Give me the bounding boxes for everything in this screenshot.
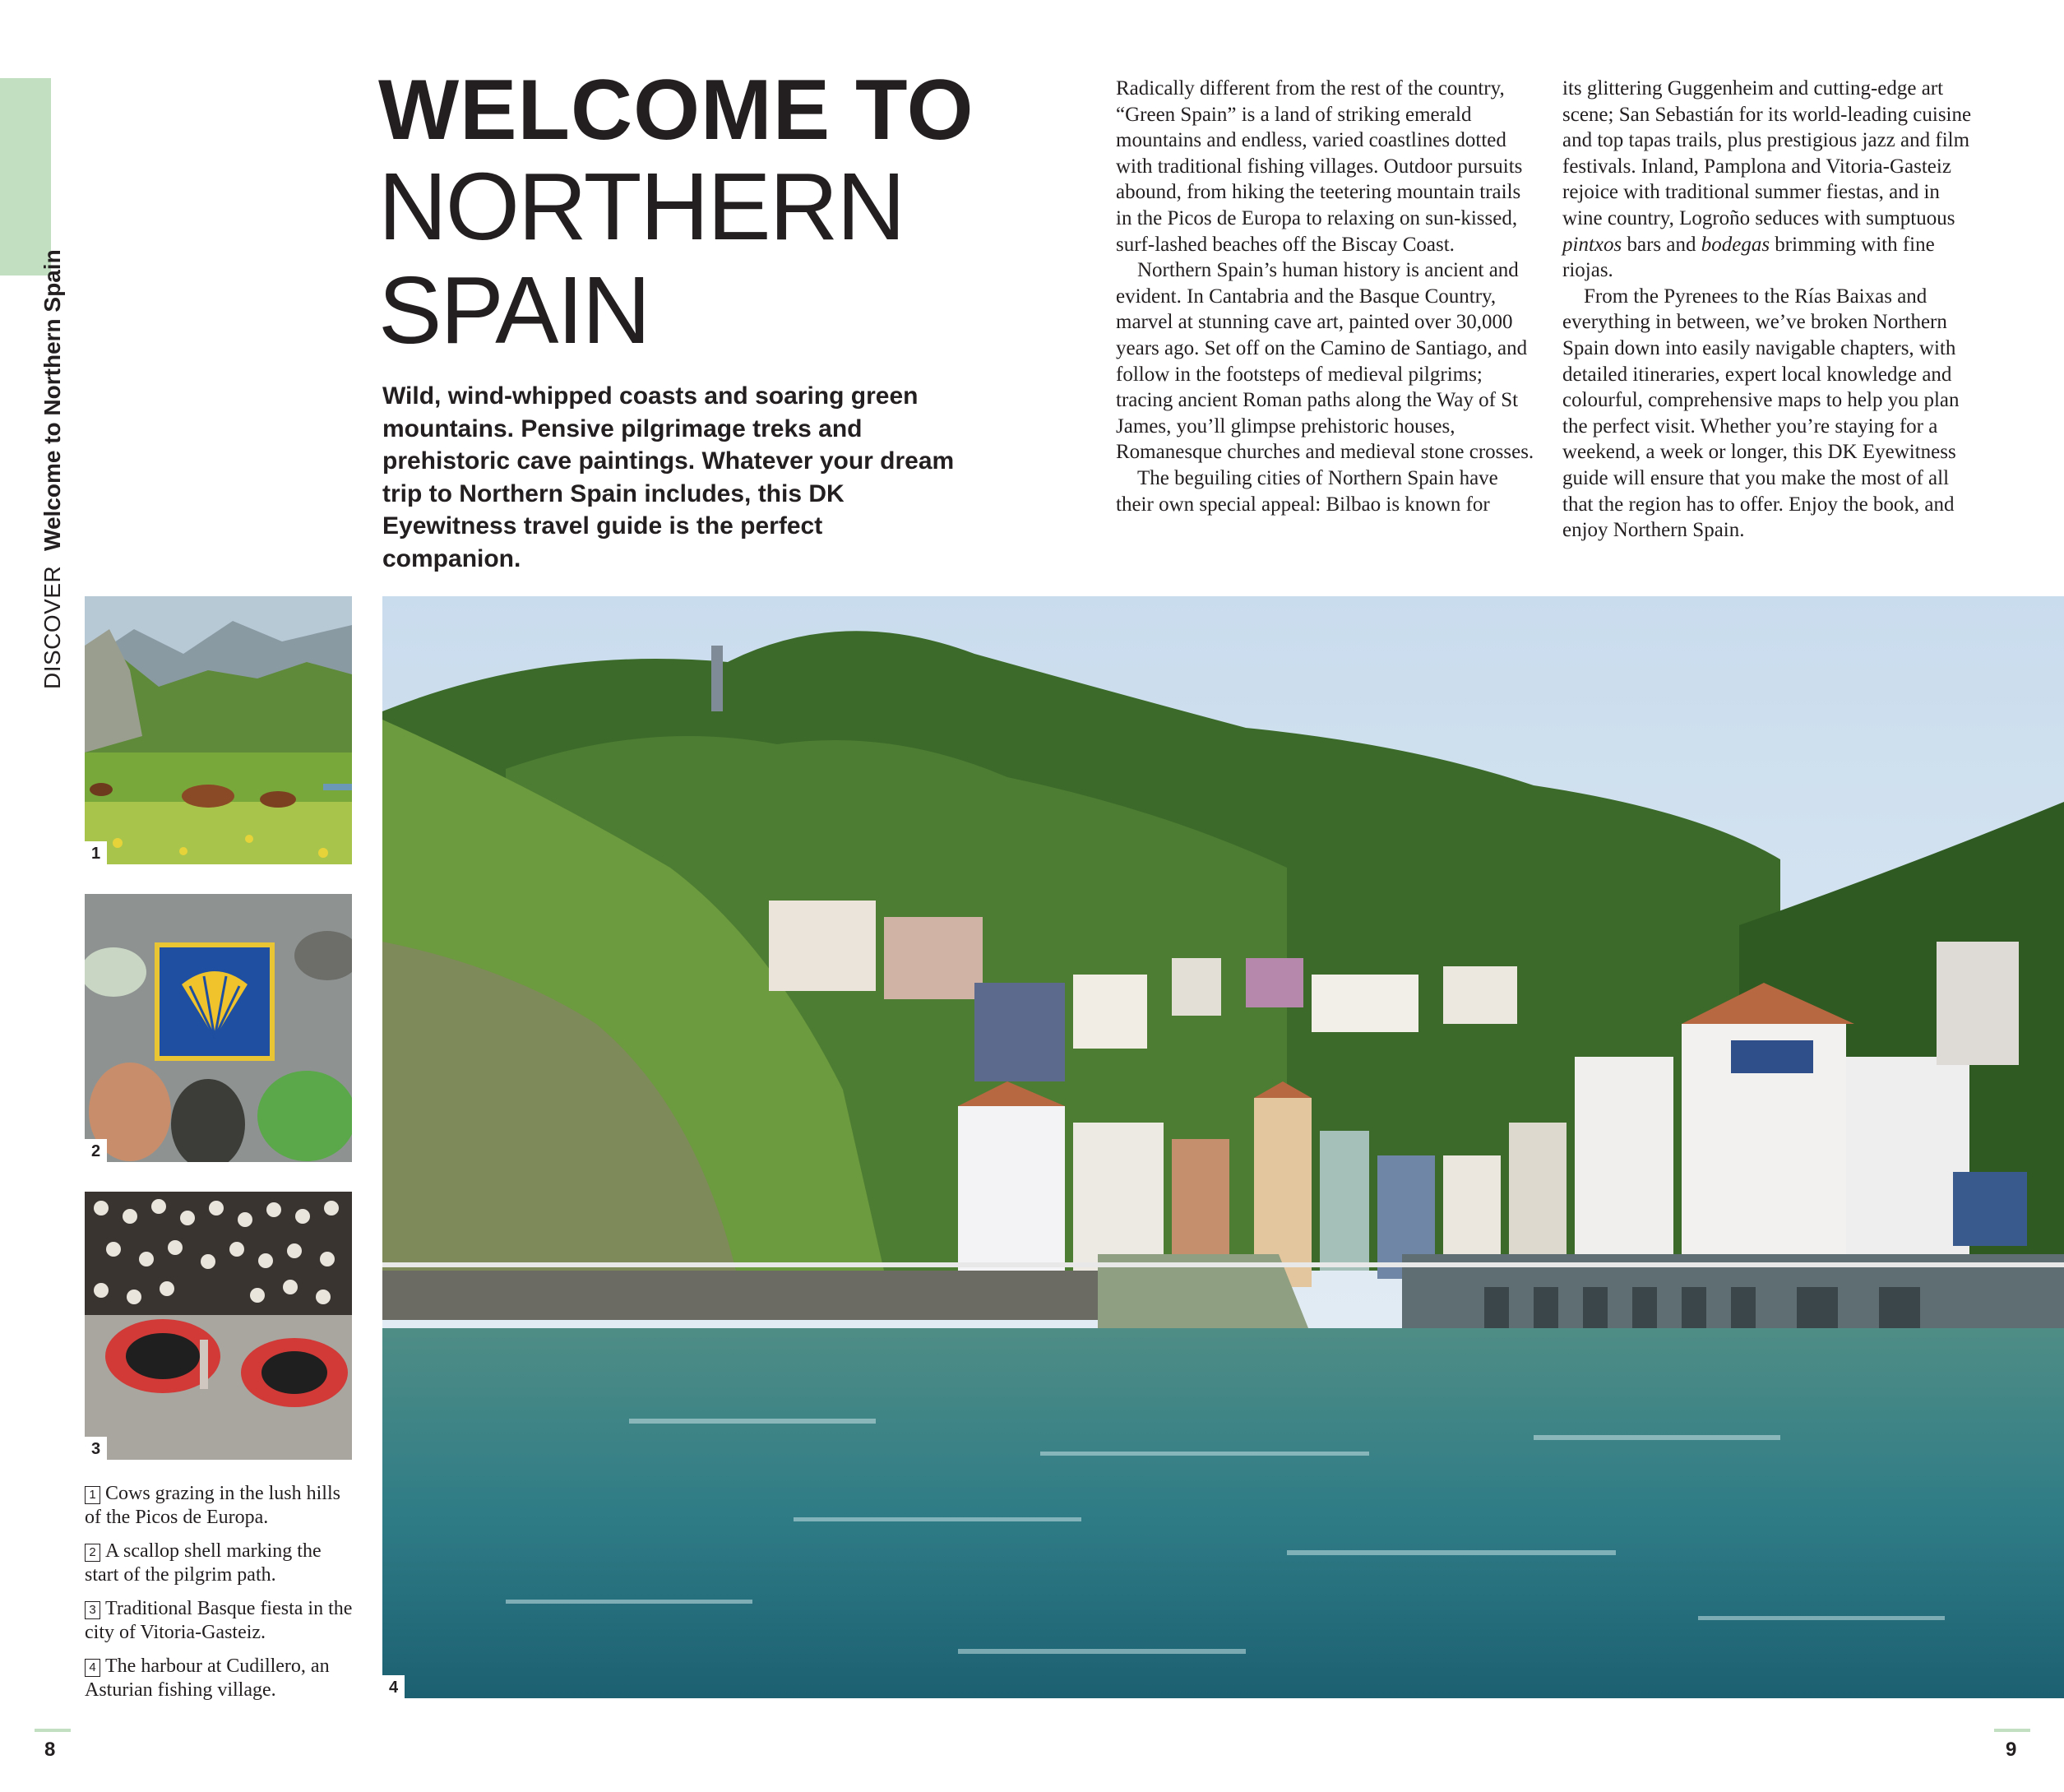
- caption-3: 3 Traditional Basque fiesta in the city of Vitoria-Gasteiz.: [85, 1598, 353, 1643]
- page-number-rule: [1994, 1729, 2030, 1732]
- caption-number: 2: [85, 1544, 100, 1562]
- pintxos-term: pintxos: [1562, 233, 1622, 256]
- page-number-right: 9: [1994, 1729, 2043, 1762]
- running-header: [41, 249, 64, 689]
- body-paragraph-2: Northern Spain’s human history is ancient and evident. In Cantabria and the Basque Country, marvel at stunning cave art, painted over 30,000 years ago. Set off on the Camino de Santiago, and follow in the footsteps of medieval pilgrims; tracing ancient Roman paths along the Way of St James, you’ll glimpse prehistoric houses, Romanesque churches and medieval stone crosses.: [1116, 259, 1534, 464]
- caption-4: 4 The harbour at Cudillero, an Asturian fishing village.: [85, 1655, 330, 1701]
- title-line-3: SPAIN: [378, 257, 650, 364]
- photo-number: 1: [85, 841, 107, 864]
- intro-paragraph: Wild, wind-whipped coasts and soaring green mountains. Pensive pilgrimage treks and prehistoric cave paintings. Whatever your dream trip to Northern Spain includes, this DK Eyewitness travel guide is the perfect companion.: [382, 382, 955, 572]
- page-number-left: 8: [35, 1729, 84, 1762]
- photo-basque-fiesta: [85, 1192, 352, 1460]
- body-paragraph-1: Radically different from the rest of the country, “Green Spain” is a land of striking emerald mountains and endless, varied coastlines dotted with traditional fishing villages. Outdoor pursuits abound, from hiking the teetering mountain trails in the Picos de Europa to relaxing on sun-kissed, surf-lashed beaches off the Biscay Coast.: [1116, 77, 1523, 256]
- photo-cudillero-harbour: [382, 596, 2064, 1698]
- photo-captions: [85, 1482, 356, 1712]
- title-line-1: WELCOME TO: [378, 63, 974, 158]
- caption-1: 1 Cows grazing in the lush hills of the Picos de Europa.: [85, 1483, 340, 1528]
- photo-scallop-shell: [85, 894, 352, 1162]
- caption-number: 4: [85, 1659, 100, 1677]
- section-label: DISCOVER: [39, 565, 65, 689]
- caption-2: 2 A scallop shell marking the start of the pilgrim path.: [85, 1540, 322, 1586]
- body-column-2: [1562, 76, 1982, 544]
- photo-number: 3: [85, 1437, 107, 1460]
- caption-number: 3: [85, 1601, 100, 1619]
- photo-number: 2: [85, 1139, 107, 1162]
- bodegas-term: bodegas: [1701, 233, 1770, 256]
- chapter-label: Welcome to Northern Spain: [39, 249, 65, 551]
- body-paragraph-4: From the Pyrenees to the Rías Baixas and everything in between, we’ve broken Northern Spain down into easily navigable chapters, with detailed itineraries, expert local knowledge and colourful, comprehensive maps to help you plan the perfect visit. Whether you’re staying for a weekend, a week or longer, this DK Eyewitness guide will ensure that you make the most of all that the region has to offer. Enjoy the book, and enjoy Northern Spain.: [1562, 285, 1960, 542]
- photo-number: 4: [382, 1675, 405, 1698]
- chapter-color-tab: [0, 78, 51, 276]
- title-main: [378, 155, 904, 363]
- caption-number: 1: [85, 1486, 100, 1504]
- page-number-rule: [35, 1729, 71, 1732]
- body-paragraph-3-end: its glittering Guggenheim and cutting-edge art scene; San Sebastián for its world-leading cuisine and top tapas trails, plus prestigious jazz and film festivals. Inland, Pamplona and Vitoria-Gasteiz rejoice with traditional summer fiestas, and in wine country, Logroño seduces with sumptuous pintxos bars and bodegas brimming with fine riojas.: [1562, 77, 1972, 282]
- title-line-2: NORTHERN: [378, 153, 905, 260]
- body-column-1: [1116, 76, 1535, 517]
- body-paragraph-3-start: The beguiling cities of Northern Spain have their own special appeal: Bilbao is known for: [1116, 466, 1498, 516]
- photo-cows-picos: [85, 596, 352, 864]
